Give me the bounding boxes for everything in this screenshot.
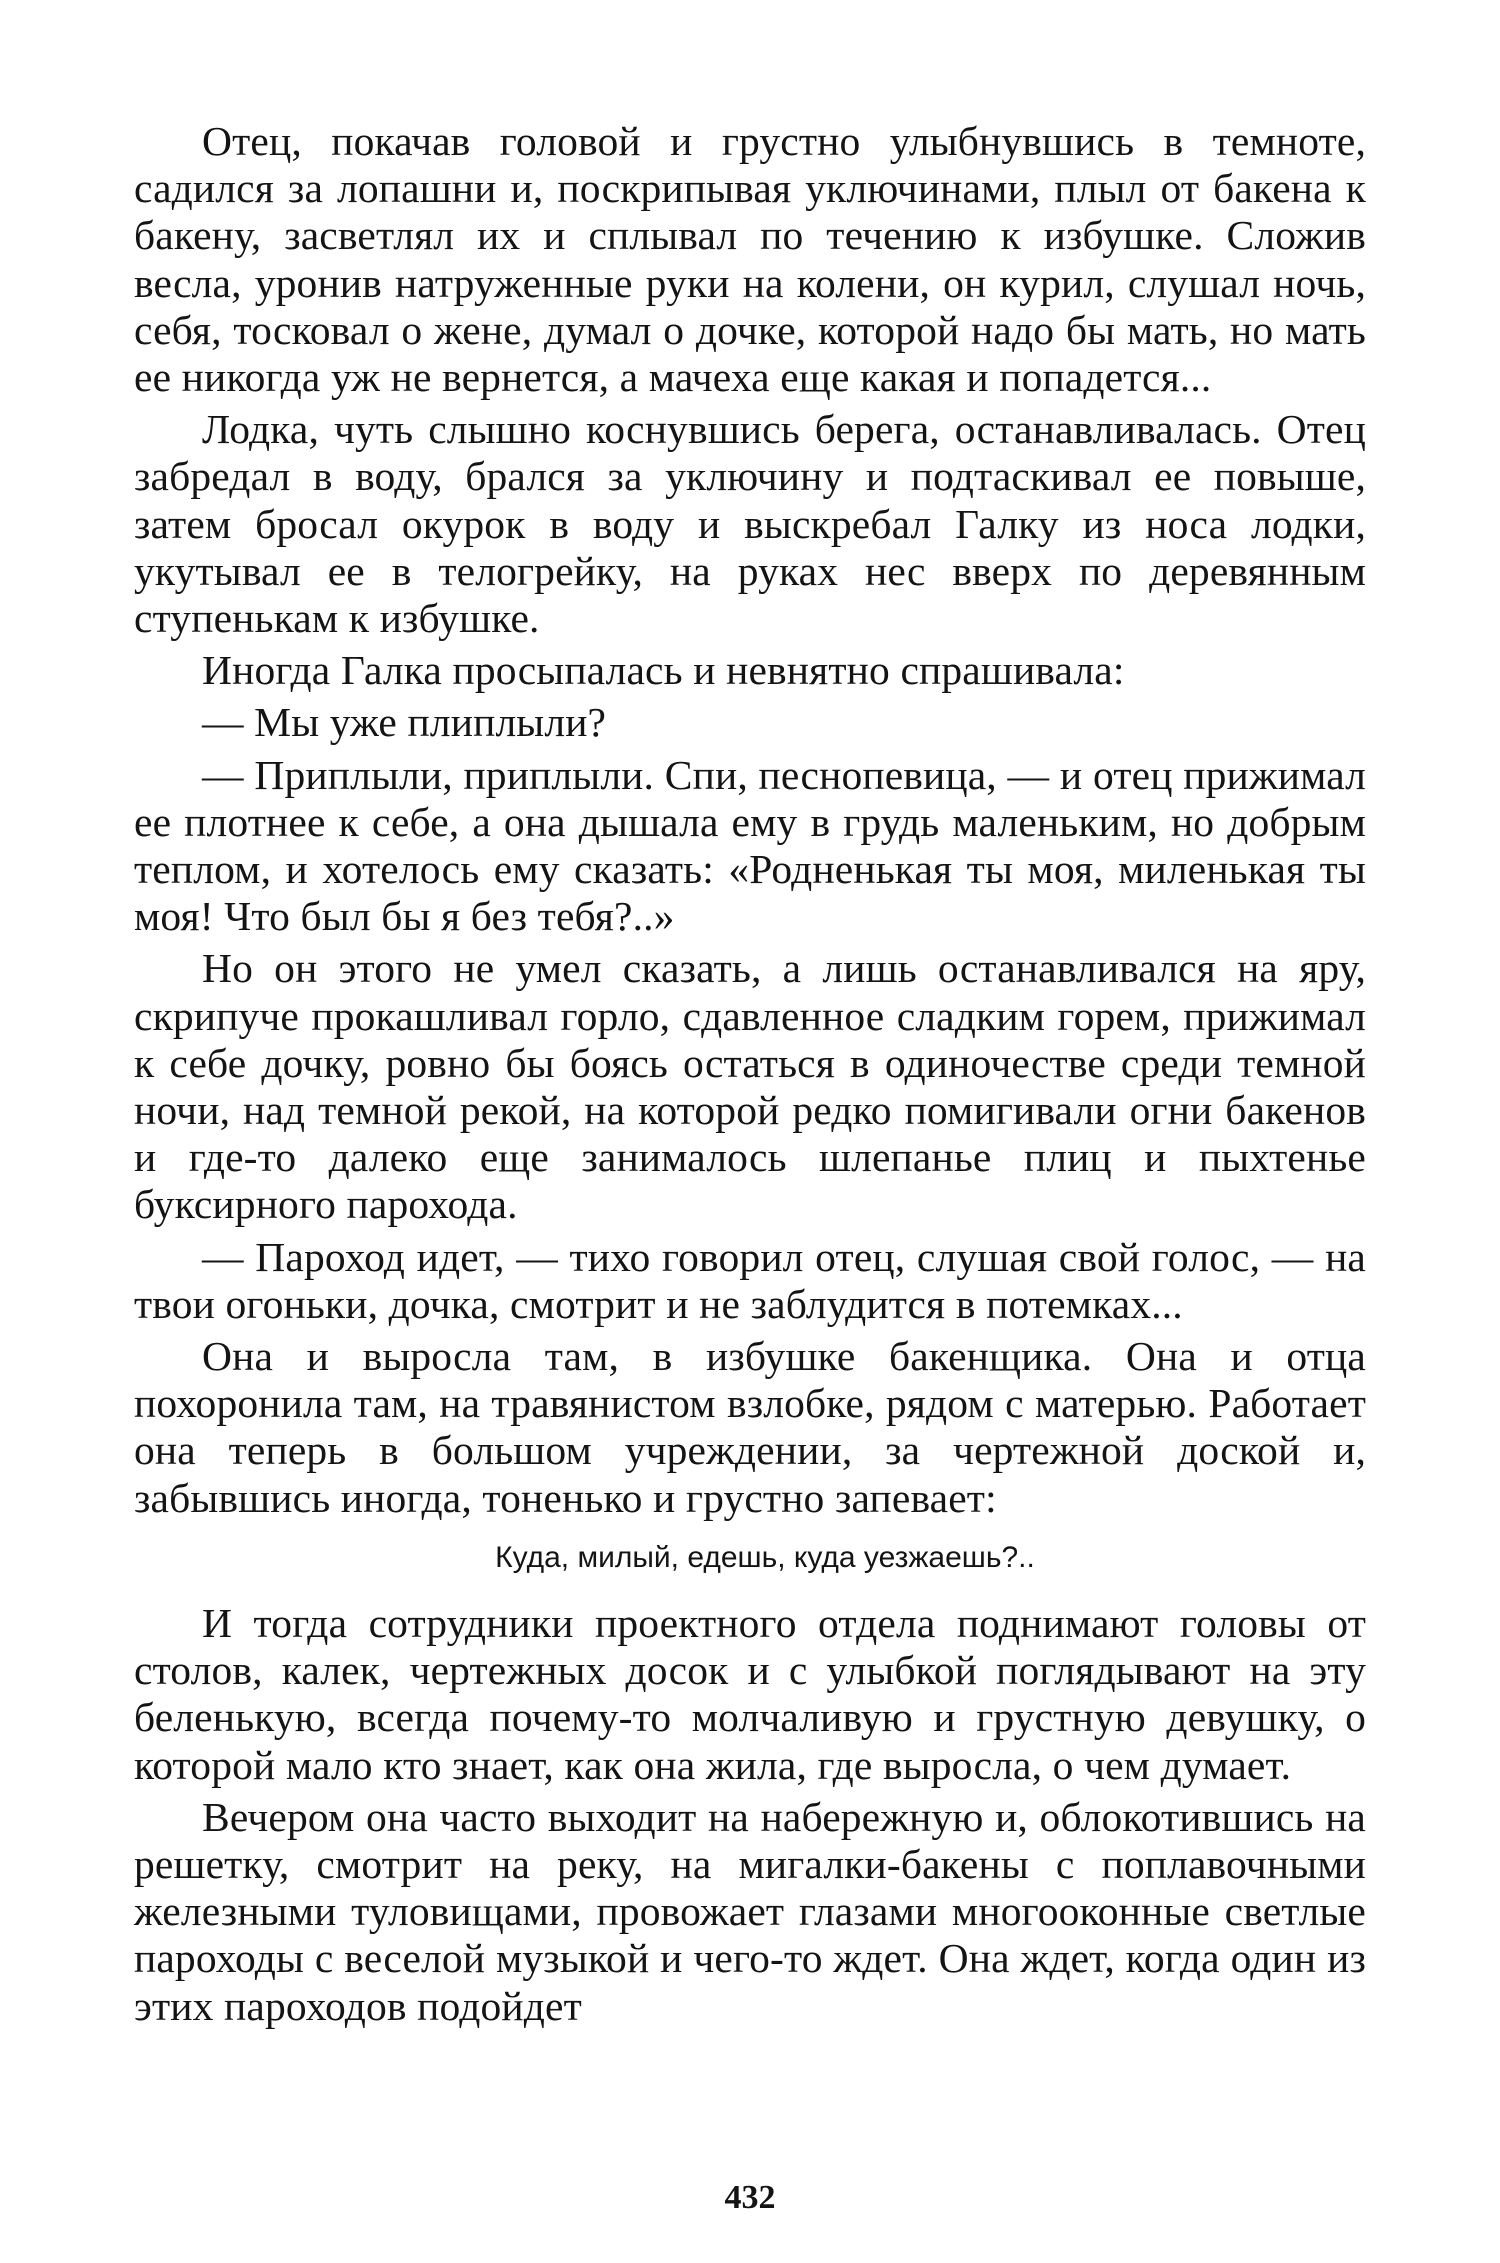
document-page (134, 118, 1366, 2035)
paragraph: Отец, покачав головой и грустно улыбнувшись в темноте, садился за лопашни и, поскрипывая уключинами, плыл от бакена к бакену, засветлял их и сплывал по течению к избушке. Сложив весла, уронив натруженные руки на колени, он курил, слушал ночь, себя, тосковал о жене, думал о дочке, которой надо бы мать, но мать ее никогда уж не вернется, а мачеха еще какая и попадется... (134, 118, 1366, 401)
paragraph: И тогда сотрудники проектного отдела поднимают головы от столов, калек, чертежных досок и с улыбкой поглядывают на эту беленькую, всегда почему-то молчаливую и грустную девушку, о которой мало кто знает, как она жила, где выросла, о чем думает. (134, 1599, 1366, 1788)
paragraph: Иногда Галка просыпалась и невнятно спрашивала: (202, 647, 1125, 694)
dialogue-line: — Мы уже плиплыли? (202, 699, 607, 746)
paragraph: Она и выросла там, в избушке бакенщика. Она и отца похоронила там, на травянистом взлобке, рядом с матерью. Работает она теперь в большом учреждении, за чертежной доской и, забывшись иногда, тоненько и грустно запевает: (134, 1333, 1366, 1521)
song-quote: Куда, милый, едешь, куда уезжаешь?.. (495, 1540, 1035, 1574)
paragraph: Лодка, чуть слышно коснувшись берега, останавливалась. Отец забредал в воду, брался за уключину и подтаскивал ее повыше, затем бросал окурок в воду и выскребал Галку из носа лодки, укутывал ее в телогрейку, на руках нес вверх по деревянным ступенькам к избушке. (134, 406, 1366, 642)
paragraph: Но он этого не умел сказать, а лишь останавливался на яру, скрипуче прокашливал горло, сдавленное сладким горем, прижимал к себе дочку, ровно бы боясь остаться в одиночестве среди темной ночи, над темной рекой, на которой редко помигивали огни бакенов и где-то далеко еще занималось шлепанье плиц и пыхтенье буксирного парохода. (134, 945, 1366, 1228)
dialogue-line: — Приплыли, приплыли. Спи, песнопевица, — и отец прижимал ее плотнее к себе, а она дышала ему в грудь маленьким, но добрым теплом, и хотелось ему сказать: «Родненькая ты моя, миленькая ты моя! Что был бы я без тебя?..» (134, 751, 1366, 940)
paragraph: Вечером она часто выходит на набережную и, облокотившись на решетку, смотрит на реку, на мигалки-бакены с поплавочными железными туловищами, провожает глазами многооконные светлые пароходы с веселой музыкой и чего-то ждет. Она ждет, когда один из этих пароходов подойдет (134, 1793, 1366, 2029)
page-number: 432 (724, 2179, 776, 2216)
dialogue-line: — Пароход идет, — тихо говорил отец, слушая свой голос, — на твои огоньки, дочка, смотрит и не заблудится в потемках... (134, 1233, 1366, 1327)
